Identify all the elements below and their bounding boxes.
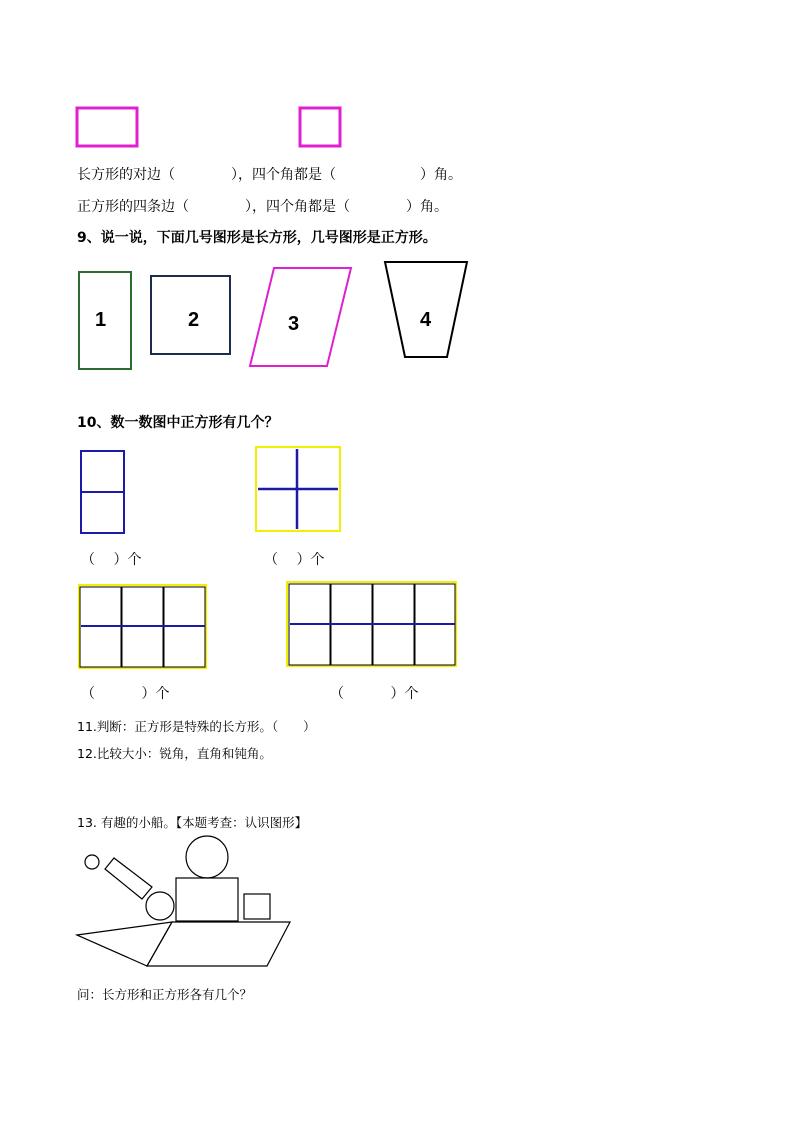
q9-title: 9、说一说，下面几号图形是长方形，几号图形是正方形。 xyxy=(77,230,437,246)
shape-1-label: 1 xyxy=(95,309,107,331)
q13-title-text: 13. 有趣的小船。 xyxy=(77,815,176,830)
boat-cannon-rectangle xyxy=(105,858,152,899)
shape-3-label: 3 xyxy=(288,313,300,335)
shape-4-label: 4 xyxy=(420,309,432,331)
q10-answer-a: （ ）个 xyxy=(81,552,142,568)
fill-line-square: 正方形的四条边（ ），四个角都是（ ）角。 xyxy=(77,199,448,215)
q10-answer-c: （ ）个 xyxy=(81,686,170,702)
q13-tag: 【本题考查：认识图形】 xyxy=(175,815,308,830)
q10-title: 10、数一数图中正方形有几个？ xyxy=(77,415,279,431)
q10-answer-d: （ ）个 xyxy=(330,686,419,702)
q12-text: 12.比较大小：锐角，直角和钝角。 xyxy=(77,746,272,761)
q11-text: 11.判断：正方形是特殊的长方形。（ ） xyxy=(77,719,316,734)
boat-middle-circle xyxy=(146,892,174,920)
boat-bow-triangle xyxy=(77,922,172,966)
boat-large-circle xyxy=(186,836,228,878)
boat-hull xyxy=(147,922,290,966)
shape-2-label: 2 xyxy=(188,309,200,331)
boat-small-circle xyxy=(85,855,99,869)
q13-question: 问：长方形和正方形各有几个？ xyxy=(77,987,253,1002)
q10-answer-b: （ ）个 xyxy=(264,552,325,568)
boat-square xyxy=(244,894,270,919)
boat-cabin-rectangle xyxy=(176,878,238,921)
fill-line-rectangle: 长方形的对边（ ），四个角都是（ ）角。 xyxy=(77,167,462,183)
